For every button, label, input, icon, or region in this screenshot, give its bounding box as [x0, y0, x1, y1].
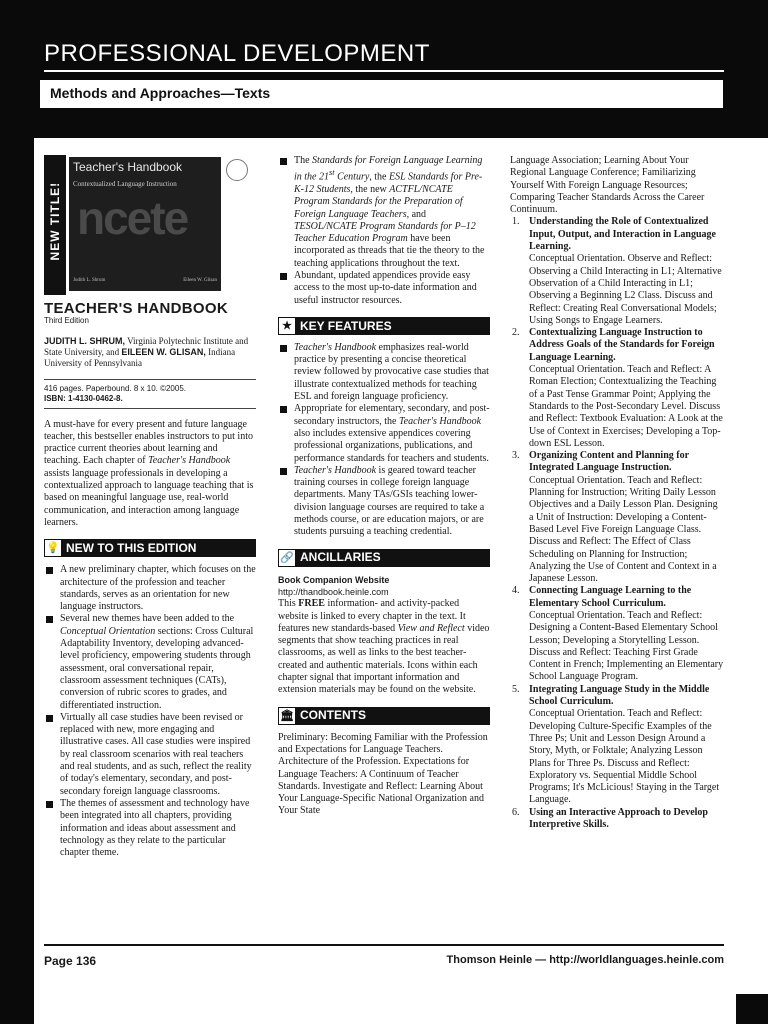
web-companion-icon	[226, 159, 248, 181]
list-item: 3. Organizing Content and Planning for Integrated Language Instruction. Conceptual Orientation. Teach and Reflect: Planning for Instruction; Writing Daily Lesson Objectives and a Daily Lesson Plan. Designing a Unit of Instruction: Developing a Content-Based Level Five Foreign Language Class. Discuss and Reflect: The Effect of Class Scheduling on Planning for Instruction; Analyzing the Use of Content and Context in a Japanese Lesson.	[512, 450, 718, 585]
list-item: Several new themes have been added to the Conceptual Orientation sections: Cross Cultural Adaptability Inventory, developing advanced-level proficiency, empowering students through assessment, oral conversational repair, classroom assessment techniques (CATs), conversion of rubric scores to grades, and differentiated instruction.	[44, 613, 256, 711]
header-divider	[44, 70, 724, 72]
author-2-affiliation: Indiana University of Pennsylvania	[44, 346, 236, 368]
list-item: A new preliminary chapter, which focuses on the architecture of the profession and teacher standards, serves as an orientation for new language instructors.	[44, 564, 256, 613]
isbn: ISBN: 1-4130-0462-8.	[44, 393, 123, 403]
contents-heading	[278, 707, 490, 725]
list-item: 2. Contextualizing Language Instruction to Address Goals of the Standards for Foreign Language Learning. Conceptual Orientation. Teach and Reflect: A Roman Election; Contextualizing the Teaching of a Past Tense Grammar Point; Applying the Standards to the Post-Secondary Level. Discuss and Reflect: Textbook Evaluation: A Look at the Use of Context in Exercises; Developing a Top-down ESL Lesson.	[512, 327, 723, 449]
column-3	[510, 155, 724, 831]
new-edition-list	[44, 564, 256, 859]
column-1	[44, 155, 256, 859]
new-title-badge	[44, 155, 66, 295]
book-cover-block	[44, 155, 256, 295]
book-cover-image	[69, 157, 221, 291]
key-features-heading	[278, 317, 490, 335]
page-number: Page 136	[44, 954, 97, 968]
new-edition-heading	[44, 539, 256, 557]
list-item: Teacher's Handbook emphasizes real-world practice by presenting a concise theoretical review followed by provocative case studies that illustrate contextualized methods for teaching ESL and foreign language proficiency.	[278, 342, 490, 403]
new-edition-heading-label: NEW TO THIS EDITION	[66, 541, 197, 556]
contents-intro-part-2: Language Association; Learning About Your Regional Language Conference; Familiarizing Yourself With Foreign Language Resources; Comparing Teacher Standards Across the Career Continuum.	[510, 155, 705, 216]
companion-website-url[interactable]: http://thandbook.heinle.com	[278, 586, 389, 597]
lightbulb-icon: 💡	[46, 542, 60, 555]
companion-website-title: Book Companion Website	[278, 574, 390, 585]
book-title: TEACHER'S HANDBOOK	[44, 300, 228, 317]
left-margin-strip	[0, 138, 34, 1024]
new-title-label: NEW TITLE!	[47, 181, 62, 261]
page-title: PROFESSIONAL DEVELOPMENT	[44, 40, 430, 67]
book-authors	[44, 336, 256, 369]
cover-author-right: Eileen W. Glisan	[183, 277, 217, 283]
footer-divider	[44, 944, 724, 946]
author-1-name: JUDITH L. SHRUM,	[44, 335, 125, 346]
pub-details: 416 pages. Paperbound. 8 x 10. ©2005.	[44, 383, 187, 393]
ancillaries-heading-label: ANCILLARIES	[300, 550, 381, 565]
publisher-url: Thomson Heinle — http://worldlanguages.heinle.com	[446, 954, 724, 966]
contents-intro-part-1: Preliminary: Becoming Familiar with the Profession and Expectations for Language Teachers. Architecture of the Profession. Expectations for Language Teachers: A Continuum of Teacher Standards. Investigate and Reflect: Learning About Your Language-Specific National Organization and Your State	[278, 731, 488, 817]
list-item: The Standards for Foreign Language Learning in the 21st Century, the ESL Standards for Pre-K-12 Students, the new ACTFL/NCATE Program Standards for the Preparation of Foreign Language Teachers, and TESOL/NCATE Program Standards for P–12 Teacher Education Program have been incorporated as threads that tie the theory to the teaching applications throughout the text.	[278, 155, 490, 270]
cover-subtitle: Contextualized Language Instruction	[73, 180, 177, 188]
contents-heading-label: CONTENTS	[300, 708, 366, 723]
cover-graphic-text: ncete	[77, 192, 188, 244]
corner-block	[736, 994, 768, 1024]
list-item: 4. Connecting Language Learning to the Elementary School Curriculum. Conceptual Orientation. Teach and Reflect: Designing a Content-Based Elementary School Lesson; Developing a Storytelling Lesson. Discuss and Reflect: Teaching First Grade Content in French; Implementing an Elementary School Language Program.	[512, 585, 724, 683]
page-header	[0, 0, 768, 138]
ancillaries-description: This FREE information- and activity-packed website is linked to every chapter in the text. It features new standards-based View and Reflect video segments that show teaching practices in real classrooms, as well as links to the best teacher-created and authentic materials. Icons within each chapter signal that important information and extension materials may be found on the website.	[278, 598, 490, 696]
cover-title: Teacher's Handbook	[73, 160, 183, 174]
book-edition: Third Edition	[44, 316, 89, 326]
section-subtitle: Methods and Approaches—Texts	[50, 85, 271, 101]
list-item: Virtually all case studies have been revised or replaced with new, more engaging and illustrative cases. All case studies were inspired by real classroom scenarios with real teachers and real students, and as such, reflect the reality of today's elementary, secondary, and post-secondary foreign language classrooms.	[44, 712, 256, 798]
author-1-affiliation: Virginia Polytechnic Institute and State University, and	[44, 335, 249, 357]
building-icon: 🏛	[280, 709, 294, 722]
list-item: Appropriate for elementary, secondary, and post-secondary instructors, the Teacher's Handbook also includes extensive appendices covering professional organizations, publications, and performance standards for teachers and students.	[278, 403, 490, 464]
book-description: A must-have for every present and future language teacher, this bestseller enables instructors to put into practice current theories about learning and teaching. Each chapter of Teacher's Handbook assists language professionals in developing a contextualized approach to language teaching that is based on meaningful language use, real-world communication, and interaction among language learners.	[44, 418, 254, 528]
link-icon: 🔗	[280, 551, 294, 564]
contents-unit-list	[510, 216, 724, 831]
key-features-heading-label: KEY FEATURES	[300, 318, 392, 333]
list-item: Teacher's Handbook is geared toward teacher training courses in college foreign language departments. Many TAs/GSIs teaching lower-division language courses are required to take a methods course, or are education majors, or are students pursuing a teaching credential.	[278, 465, 490, 539]
standards-list	[278, 155, 490, 307]
cover-authors	[73, 275, 217, 287]
list-item: Abundant, updated appendices provide easy access to the most up-to-date information and useful instructor resources.	[278, 270, 490, 307]
section-subtitle-bar	[40, 80, 723, 108]
star-icon: ★	[279, 318, 295, 334]
column-2	[278, 155, 490, 818]
author-2-name: EILEEN W. GLISAN,	[121, 346, 206, 357]
ancillaries-heading	[278, 549, 490, 567]
publication-info	[44, 379, 256, 409]
list-item: The themes of assessment and technology have been integrated into all chapters, providing information and ideas about assessment and technology as they relate to the particular chapter theme.	[44, 798, 256, 859]
list-item: 1. Understanding the Role of Contextualized Input, Output, and Interaction in Language Learning. Conceptual Orientation. Observe and Reflect: Observing a Child Interacting in L1; Alternative Observation of a Child Interacting in L1; Observing a Beginning L2 Class. Discuss and Reflect: Creating Real Conversational Models; Using Songs to Engage Learners.	[512, 216, 722, 326]
cover-author-left: Judith L. Shrum	[73, 277, 106, 283]
list-item: 6. Using an Interactive Approach to Develop Interpretive Skills.	[512, 806, 708, 831]
list-item: 5. Integrating Language Study in the Middle School Curriculum. Conceptual Orientation. Teach and Reflect: Developing Culture-Specific Examples of the Three Ps; Unit and Lesson Design Around a Story, Myth, or Folktale; Analyzing Lesson Plans for Three Ps. Discuss and Reflect: Exploratory vs. Sequential Middle School Programs; It's McLicious! Staying in the Target Language.	[512, 683, 720, 806]
key-features-list	[278, 342, 490, 539]
